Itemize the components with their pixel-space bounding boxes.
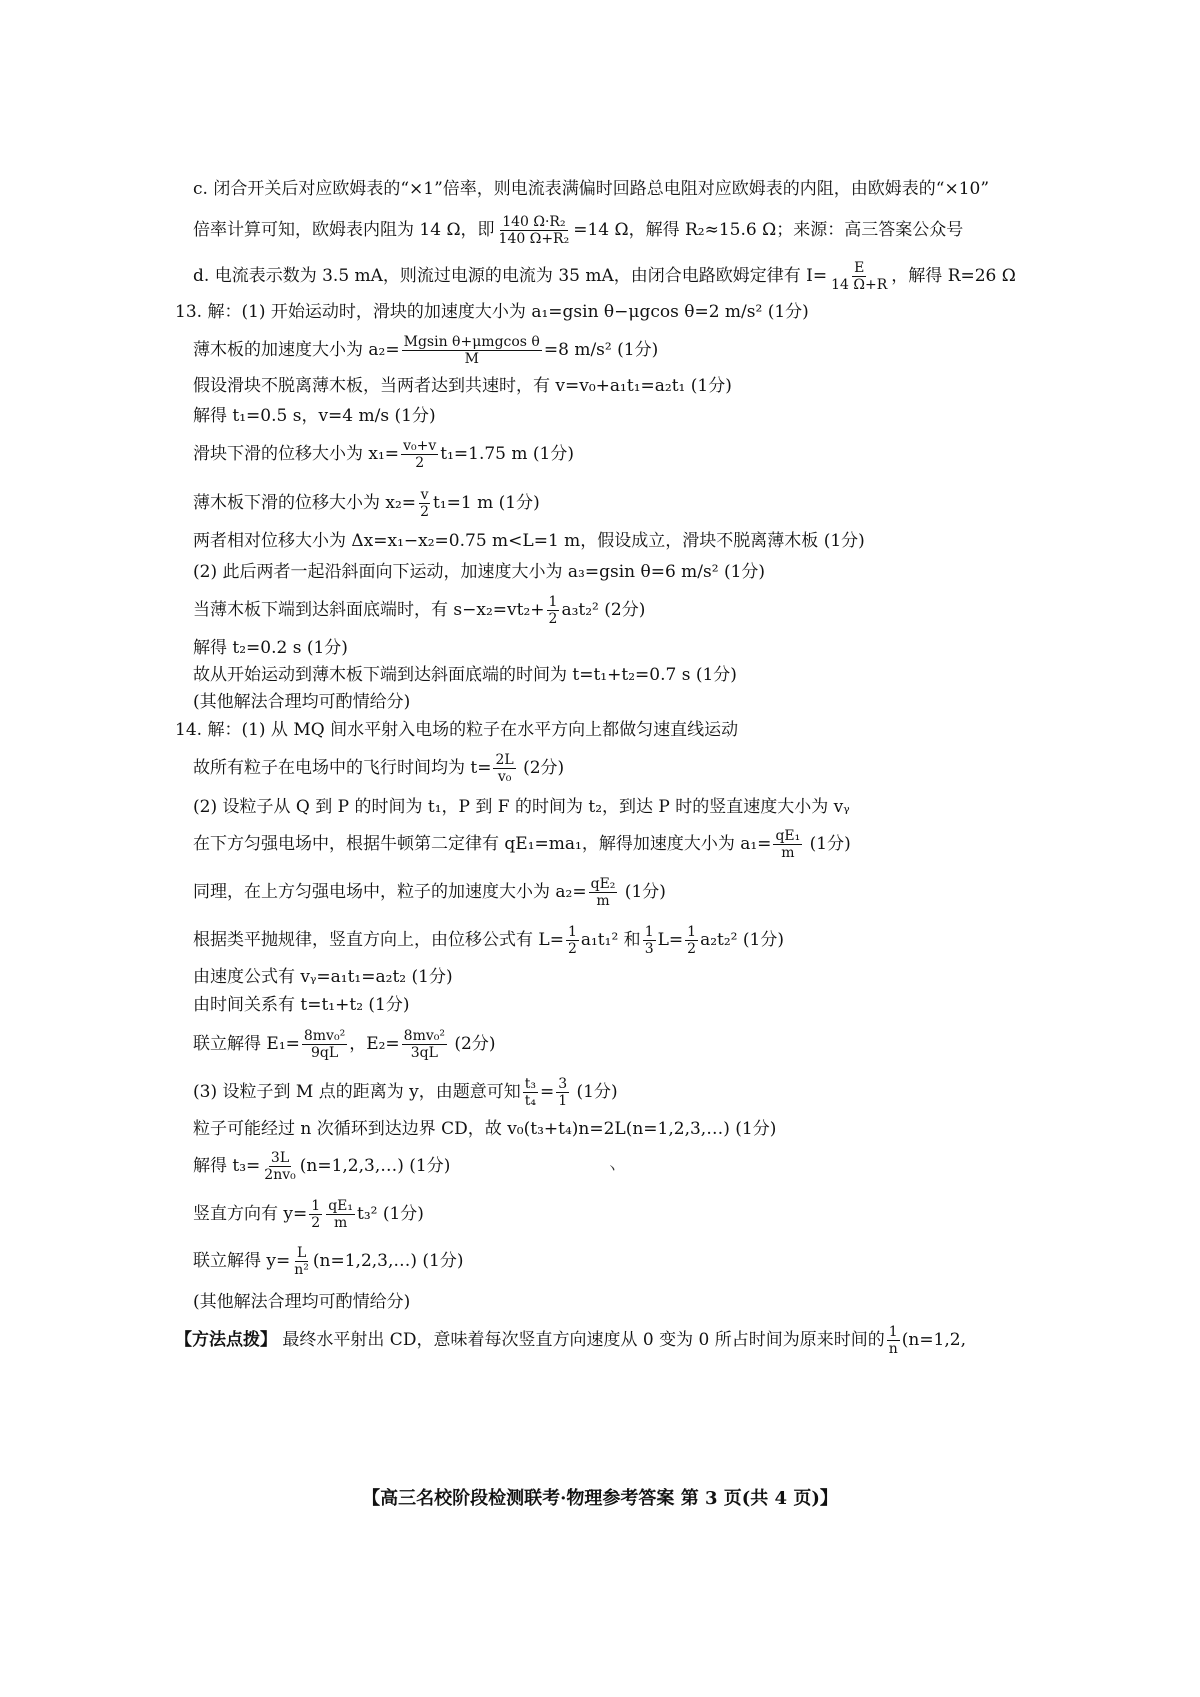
fraction: $\frac{3L}{\text{2nv₀}}$ bbox=[264, 1150, 296, 1183]
text-line: (其他解法合理均可酌情给分) bbox=[193, 1292, 411, 1312]
text-line: 薄木板的加速度大小为 a₂= $\frac{\text{Mgsin θ+μmgcos θ}}{M}$ =8 m/s² (1分) bbox=[193, 334, 659, 367]
fraction: $\frac{\text{140 Ω·R₂}}{\text{140 Ω+R₂}}$ bbox=[498, 214, 570, 247]
fraction: $\frac{1}{2}$ bbox=[548, 594, 558, 627]
fraction: $\frac{L}{\text{n²}}$ bbox=[294, 1245, 309, 1278]
text-line: 在下方匀强电场中，根据牛顿第二定律有 qE₁=ma₁，解得加速度大小为 a₁= $\frac{\text{qE₁}}{m}$ (1分) bbox=[193, 828, 851, 861]
fraction: $\frac{\text{Mgsin θ+μmgcos θ}}{M}$ bbox=[403, 334, 540, 367]
fraction: $\frac{1}{n}$ bbox=[888, 1324, 898, 1357]
fraction: $\frac{1}{2}$ bbox=[311, 1198, 321, 1231]
text-line: 粒子可能经过 n 次循环到达边界 CD，故 v₀(t₃+t₄)n=2L(n=1,2,3,…) (1分) bbox=[193, 1119, 777, 1139]
fraction: $\frac{1}{2}$ bbox=[687, 924, 697, 957]
fraction: $\frac{\text{8mv₀²}}{9qL}$ bbox=[303, 1028, 346, 1061]
fraction: $\frac{v}{2}$ bbox=[420, 487, 429, 520]
text-line: 薄木板下滑的位移大小为 x₂= $\frac{v}{2}$ t₁=1 m (1分) bbox=[193, 487, 540, 520]
text-line: d. 电流表示数为 3.5 mA，则流过电源的电流为 35 mA，由闭合电路欧姆定律有 I= $\frac{E}{14 \Omega+R}$ ，解得 R=26 Ω bbox=[193, 260, 1016, 293]
fraction: $\frac{\text{qE₂}}{m}$ bbox=[590, 876, 616, 909]
fraction: $\frac{1}{3}$ bbox=[644, 924, 654, 957]
text-line: 滑块下滑的位移大小为 x₁= $\frac{\text{v₀+v}}{2}$ t₁=1.75 m (1分) bbox=[193, 438, 574, 471]
text-line: 联立解得 E₁= $\frac{\text{8mv₀²}}{9qL}$ ，E₂= $\frac{\text{8mv₀²}}{3qL}$ (2分) bbox=[193, 1028, 496, 1061]
fraction: $\frac{2L}{\text{v₀}}$ bbox=[495, 752, 514, 785]
text-line: (2) 此后两者一起沿斜面向下运动，加速度大小为 a₃=gsin θ=6 m/s² (1分) bbox=[193, 562, 766, 582]
fraction: $\frac{\text{v₀+v}}{2}$ bbox=[403, 438, 437, 471]
scan-mark: ヽ bbox=[605, 1161, 619, 1177]
text-line: 由速度公式有 vᵧ=a₁t₁=a₂t₂ (1分) bbox=[193, 967, 453, 987]
text-line: 解得 t₂=0.2 s (1分) bbox=[193, 638, 348, 658]
text-line: 当薄木板下端到达斜面底端时，有 s−x₂=vt₂+ $\frac{1}{2}$ a₃t₂² (2分) bbox=[193, 594, 646, 627]
text-line: (2) 设粒子从 Q 到 P 的时间为 t₁，P 到 F 的时间为 t₂，到达 P 时的竖直速度大小为 vᵧ bbox=[193, 797, 850, 817]
method-tip-label: 【方法点拨】 bbox=[175, 1330, 277, 1350]
text-line: 竖直方向有 y= $\frac{1}{2}$ $\frac{\text{qE₁}}{m}$ t₃² (1分) bbox=[193, 1198, 424, 1231]
fraction: $\frac{\text{qE₁}}{m}$ bbox=[775, 828, 801, 861]
text-line: (3) 设粒子到 M 点的距离为 y，由题意可知 $\frac{\text{t₃}}{\text{t₄}}$ = $\frac{3}{1}$ (1分) bbox=[193, 1076, 618, 1109]
text-line: 解得 t₃= $\frac{3L}{\text{2nv₀}}$ (n=1,2,3,…) (1分) bbox=[193, 1150, 451, 1183]
text-line: 根据类平抛规律，竖直方向上，由位移公式有 L= $\frac{1}{2}$ a₁t₁² 和 $\frac{1}{3}$ L= $\frac{1}{2}$ a₂t₂² (1分) bbox=[193, 924, 784, 957]
text-line: 解得 t₁=0.5 s，v=4 m/s (1分) bbox=[193, 406, 436, 426]
text-line: c. 闭合开关后对应欧姆表的“×1”倍率，则电流表满偏时回路总电阻对应欧姆表的内阻，由欧姆表的“×10” bbox=[193, 179, 990, 199]
text-line: 两者相对位移大小为 Δx=x₁−x₂=0.75 m<L=1 m，假设成立，滑块不脱离薄木板 (1分) bbox=[193, 531, 865, 551]
text-line: 联立解得 y= $\frac{L}{\text{n²}}$ (n=1,2,3,…) (1分) bbox=[193, 1245, 464, 1278]
text-line: 故从开始运动到薄木板下端到达斜面底端的时间为 t=t₁+t₂=0.7 s (1分) bbox=[193, 665, 737, 685]
fraction: $\frac{\text{t₃}}{\text{t₄}}$ bbox=[524, 1076, 536, 1109]
page-footer: 【高三名校阶段检测联考·物理参考答案 第 3 页(共 4 页)】 bbox=[362, 1488, 838, 1509]
text-line: 假设滑块不脱离薄木板，当两者达到共速时，有 v=v₀+a₁t₁=a₂t₁ (1分) bbox=[193, 376, 732, 396]
fraction: $\frac{\text{8mv₀²}}{3qL}$ bbox=[403, 1028, 445, 1061]
text-line: (其他解法合理均可酌情给分) bbox=[193, 692, 411, 712]
fraction: $\frac{\text{qE₁}}{m}$ bbox=[328, 1198, 353, 1231]
question-14-line: 14. 解：(1) 从 MQ 间水平射入电场的粒子在水平方向上都做匀速直线运动 bbox=[175, 720, 739, 740]
fraction: $\frac{E}{14 \Omega+R}$ bbox=[831, 260, 888, 293]
fraction: $\frac{3}{1}$ bbox=[558, 1076, 568, 1109]
fraction: $\frac{1}{2}$ bbox=[567, 924, 577, 957]
question-13-line: 13. 解：(1) 开始运动时，滑块的加速度大小为 a₁=gsin θ−μgcos θ=2 m/s² (1分) bbox=[175, 302, 809, 322]
text-line: 由时间关系有 t=t₁+t₂ (1分) bbox=[193, 995, 410, 1015]
method-tip-line: 【方法点拨】 最终水平射出 CD，意味着每次竖直方向速度从 0 变为 0 所占时间为原来时间的 $\frac{1}{n}$ (n=1,2, bbox=[175, 1324, 966, 1357]
text-line: 故所有粒子在电场中的飞行时间均为 t= $\frac{2L}{\text{v₀}}$ (2分) bbox=[193, 752, 565, 785]
text-line: 同理，在上方匀强电场中，粒子的加速度大小为 a₂= $\frac{\text{qE₂}}{m}$ (1分) bbox=[193, 876, 666, 909]
text-line: 倍率计算可知，欧姆表内阻为 14 Ω，即 $\frac{\text{140 Ω·R₂}}{\text{140 Ω+R₂}}$ =14 Ω，解得 R₂≈15.6 Ω；来源：高三答案公众号 bbox=[193, 214, 964, 247]
